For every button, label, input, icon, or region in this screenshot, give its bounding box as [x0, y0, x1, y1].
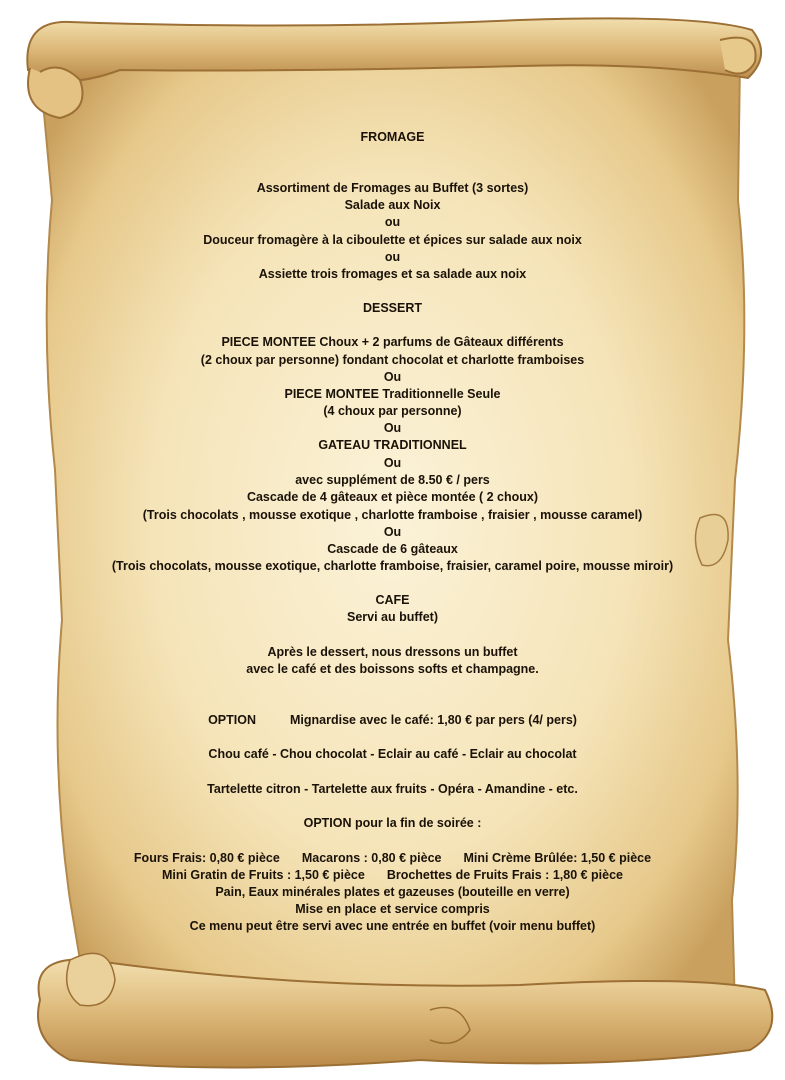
menu-line: ou: [384, 215, 401, 229]
menu-line: ou: [384, 250, 401, 264]
menu-line: Chou café - Chou chocolat - Eclair au café - Eclair au chocolat: [208, 747, 577, 761]
price-item: Fours Frais: 0,80 € pièce: [133, 851, 280, 865]
menu-line: (2 choux par personne) fondant chocolat et charlotte framboises: [200, 353, 585, 367]
menu-line: Cascade de 4 gâteaux et pièce montée ( 2 choux): [246, 490, 539, 504]
menu-line: avec supplément de 8.50 € / pers: [295, 473, 490, 487]
menu-line: Ou: [383, 421, 402, 435]
option-prices-row-1: [0, 850, 785, 867]
option-mignardise-text: Mignardise avec le café: 1,80 € par pers (4/ pers): [289, 713, 577, 727]
menu-line: (Trois chocolats, mousse exotique, charlotte framboise, fraisier, caramel poire, mousse miroir): [111, 559, 674, 573]
menu-line: Assiette trois fromages et sa salade aux noix: [258, 267, 527, 281]
option-mignardise-row: [0, 712, 785, 729]
menu-line: Cascade de 6 gâteaux: [327, 542, 458, 556]
menu-line: Tartelette citron - Tartelette aux fruits - Opéra - Amandine - etc.: [207, 782, 578, 796]
menu-line: Salade aux Noix: [344, 198, 441, 212]
menu-line: (4 choux par personne): [323, 404, 462, 418]
menu-line: Pain, Eaux minérales plates et gazeuses (bouteille en verre): [215, 885, 570, 899]
menu-line: Après le dessert, nous dressons un buffet: [267, 645, 518, 659]
menu-line: Ce menu peut être servi avec une entrée en buffet (voir menu buffet): [189, 919, 596, 933]
menu-line: Ou: [383, 370, 402, 384]
menu-line: (Trois chocolats , mousse exotique , charlotte framboise , fraisier , mousse caramel): [142, 508, 643, 522]
price-item: Mini Crème Brûlée: 1,50 € pièce: [463, 851, 652, 865]
menu-line: GATEAU TRADITIONNEL: [318, 438, 467, 452]
option-label: OPTION: [208, 713, 256, 727]
menu-line: Servi au buffet): [347, 610, 438, 624]
price-item: Brochettes de Fruits Frais : 1,80 € pièce: [386, 868, 624, 882]
section-heading-option-fin-soiree: OPTION pour la fin de soirée :: [303, 816, 482, 830]
menu-line: Douceur fromagère à la ciboulette et épices sur salade aux noix: [203, 233, 582, 247]
menu-line: Ou: [383, 525, 402, 539]
price-item: Macarons : 0,80 € pièce: [301, 851, 442, 865]
menu-line: PIECE MONTEE Traditionnelle Seule: [284, 387, 501, 401]
section-heading-fromage: FROMAGE: [360, 130, 425, 144]
section-heading-dessert: DESSERT: [362, 301, 423, 315]
menu-line: avec le café et des boissons softs et champagne.: [246, 662, 539, 676]
menu-line: PIECE MONTEE Choux + 2 parfums de Gâteaux différents: [221, 335, 564, 349]
option-prices-row-2: [0, 867, 785, 884]
menu-line: Assortiment de Fromages au Buffet (3 sortes): [256, 181, 529, 195]
menu-line: Mise en place et service compris: [295, 902, 490, 916]
price-item: Mini Gratin de Fruits : 1,50 € pièce: [161, 868, 365, 882]
menu-line: Ou: [383, 456, 402, 470]
section-heading-cafe: CAFE: [375, 593, 410, 607]
